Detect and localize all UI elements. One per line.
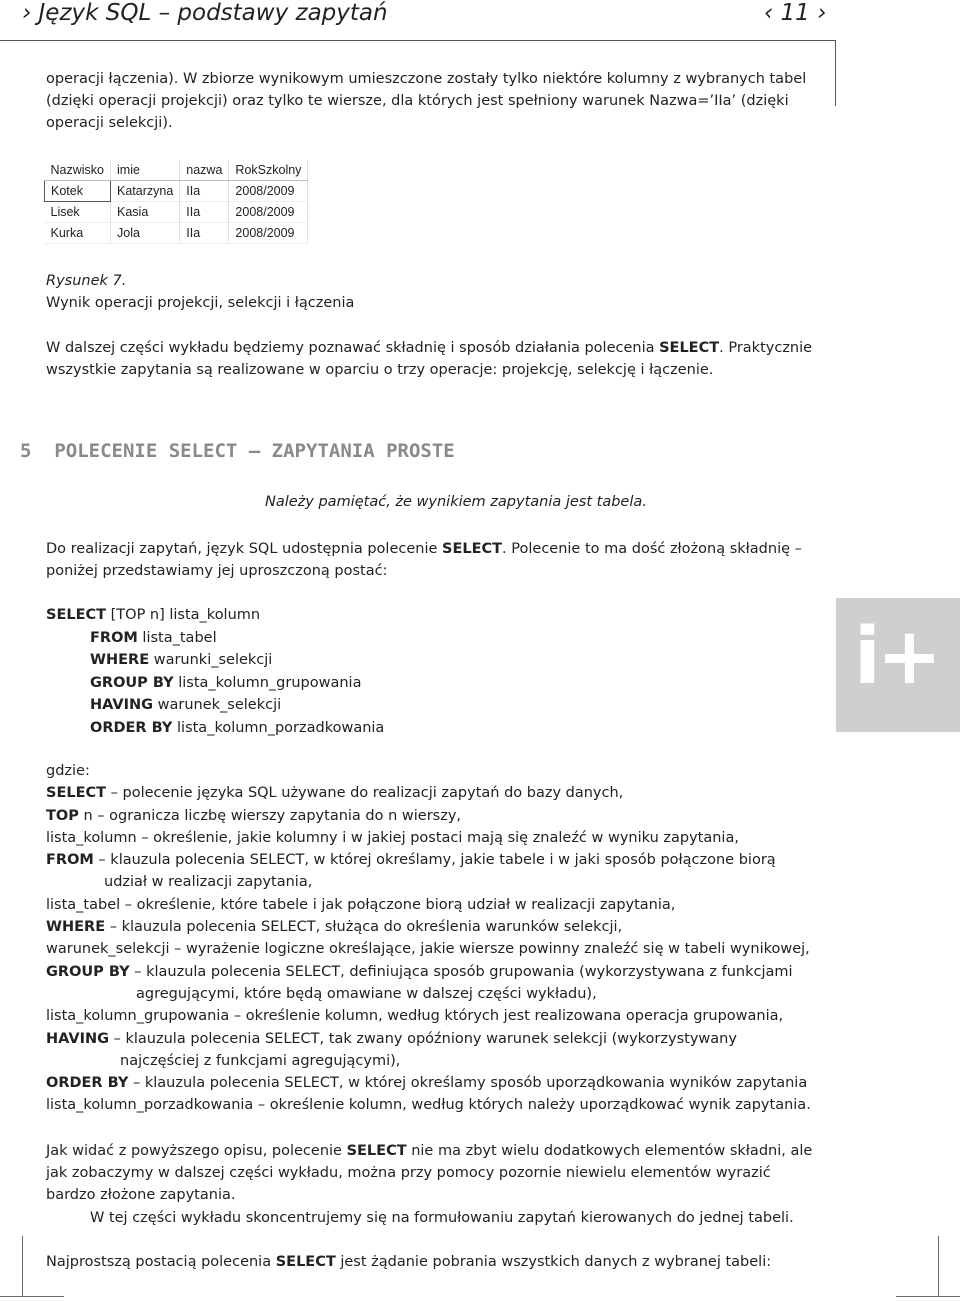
- crop-mark-right: [938, 1236, 939, 1296]
- column-header: Nazwisko: [45, 160, 111, 181]
- figure-label: Rysunek 7.: [46, 273, 127, 289]
- paragraph-4: W tej części wykładu skoncentrujemy się na formułowaniu zapytań kierowanych do jednej tabeli.: [90, 1210, 794, 1226]
- crop-mark-left: [22, 1236, 23, 1296]
- result-table: [44, 160, 308, 244]
- crop-mark-bottom-right: [896, 1296, 960, 1297]
- definitions-intro: gdzie:: [46, 763, 90, 779]
- table-cell: Kasia: [111, 202, 180, 223]
- column-header: nazwa: [180, 160, 229, 181]
- definition-item: lista_kolumn_porzadkowania – określenie kolumn, według których należy uporządkować wynik zapytania.: [46, 1097, 811, 1114]
- table-row: [45, 181, 308, 202]
- table-cell: Kurka: [45, 223, 111, 244]
- header-rule: [0, 40, 836, 41]
- syntax-line: GROUP BY lista_kolumn_grupowania: [90, 674, 362, 691]
- paragraph-5: Najprostszą postacią polecenia SELECT jest żądanie pobrania wszystkich danych z wybranej tabeli:: [46, 1254, 772, 1270]
- definition-item: GROUP BY – klauzula polecenia SELECT, definiująca sposób grupowania (wykorzystywana z funkcjami agregującymi, które będą omawiane w dalszej części wykładu),: [46, 963, 793, 1002]
- syntax-line: FROM lista_tabel: [90, 629, 217, 646]
- definition-item: lista_kolumn – określenie, jakie kolumny i w jakiej postaci mają się znaleźć w wyniku zapytania,: [46, 829, 739, 846]
- column-header: RokSzkolny: [229, 160, 308, 181]
- paragraph-1: W dalszej części wykładu będziemy poznawać składnię i sposób działania polecenia SELECT. Praktycznie wszystkie zapytania są realizowane w oparciu o trzy operacje: projekcję, selekcję i łączenie.: [46, 340, 813, 378]
- table-cell: Kotek: [45, 181, 111, 202]
- table-cell: 2008/2009: [229, 181, 308, 202]
- definition-item: lista_tabel – określenie, które tabele i jak połączone biorą udział w realizacji zapytania,: [46, 896, 676, 913]
- syntax-line: SELECT [TOP n] lista_kolumn: [46, 607, 261, 623]
- definition-item: FROM – klauzula polecenia SELECT, w której określamy, jakie tabele i w jaki sposób połączone biorą udział w realizacji zapytania,: [46, 852, 776, 891]
- table-cell: Jola: [111, 223, 180, 244]
- column-header: imie: [111, 160, 180, 181]
- running-title: › Język SQL – podstawy zapytań: [22, 0, 388, 26]
- table-cell: Lisek: [45, 202, 111, 223]
- definition-item: lista_kolumn_grupowania – określenie kolumn, według których jest realizowana operacja grupowania,: [46, 1008, 784, 1025]
- table-row: [45, 202, 308, 223]
- table-cell: 2008/2009: [229, 223, 308, 244]
- badge-label: i+: [854, 612, 939, 702]
- note: Należy pamiętać, że wynikiem zapytania jest tabela.: [265, 494, 647, 510]
- paragraph-2: Do realizacji zapytań, język SQL udostępnia polecenie SELECT. Polecenie to ma dość złożoną składnię – poniżej przedstawiamy jej uproszczoną postać:: [46, 541, 802, 579]
- table-header-row: [45, 160, 308, 181]
- info-plus-badge: [836, 598, 960, 732]
- table-cell: Katarzyna: [111, 181, 180, 202]
- table-cell: IIa: [180, 181, 229, 202]
- section-title: POLECENIE SELECT – ZAPYTANIA PROSTE: [54, 440, 455, 462]
- margin-rule: [835, 40, 836, 106]
- syntax-line: WHERE warunki_selekcji: [90, 652, 273, 668]
- syntax-line: HAVING warunek_selekcji: [90, 697, 282, 713]
- figure-caption: Wynik operacji projekcji, selekcji i łączenia: [46, 295, 355, 311]
- syntax-block: [46, 604, 384, 739]
- definition-item: TOP n – ogranicza liczbę wierszy zapytania do n wierszy,: [46, 807, 462, 824]
- paragraph-3: Jak widać z powyższego opisu, polecenie SELECT nie ma zbyt wielu dodatkowych elementów składni, ale jak zobaczymy w dalszej części wykładu, można przy pomocy pozornie niewielu elementów wyrazić bardzo złożone zapytania.: [46, 1143, 813, 1203]
- table-cell: 2008/2009: [229, 202, 308, 223]
- crop-mark-bottom-left: [0, 1296, 64, 1297]
- intro-paragraph: operacji łączenia). W zbiorze wynikowym umieszczone zostały tylko niektóre kolumny z wybranych tabel (dzięki operacji projekcji) oraz tylko te wiersze, dla których jest spełniony warunek Nazwa=’IIa’ (dzięki operacji selekcji).: [46, 71, 807, 131]
- table-cell: IIa: [180, 202, 229, 223]
- page-number: ‹ 11 ›: [764, 0, 827, 26]
- table-cell: IIa: [180, 223, 229, 244]
- definition-item: ORDER BY – klauzula polecenia SELECT, w której określamy sposób uporządkowania wyników zapytania: [46, 1075, 808, 1092]
- syntax-line: ORDER BY lista_kolumn_porzadkowania: [90, 719, 385, 736]
- section-number: 5: [20, 440, 32, 462]
- definition-item: HAVING – klauzula polecenia SELECT, tak zwany opóźniony warunek selekcji (wykorzystywany najczęściej z funkcjami agregującymi),: [46, 1030, 737, 1069]
- table-row: [45, 223, 308, 244]
- definition-item: SELECT – polecenie języka SQL używane do realizacji zapytań do bazy danych,: [46, 785, 624, 802]
- definition-item: WHERE – klauzula polecenia SELECT, służąca do określenia warunków selekcji,: [46, 919, 623, 936]
- definition-item: warunek_selekcji – wyrażenie logiczne określające, jakie wiersze powinny znaleźć się w tabeli wynikowej,: [46, 941, 810, 958]
- definitions-list: [46, 760, 816, 1117]
- section-heading: [20, 440, 455, 462]
